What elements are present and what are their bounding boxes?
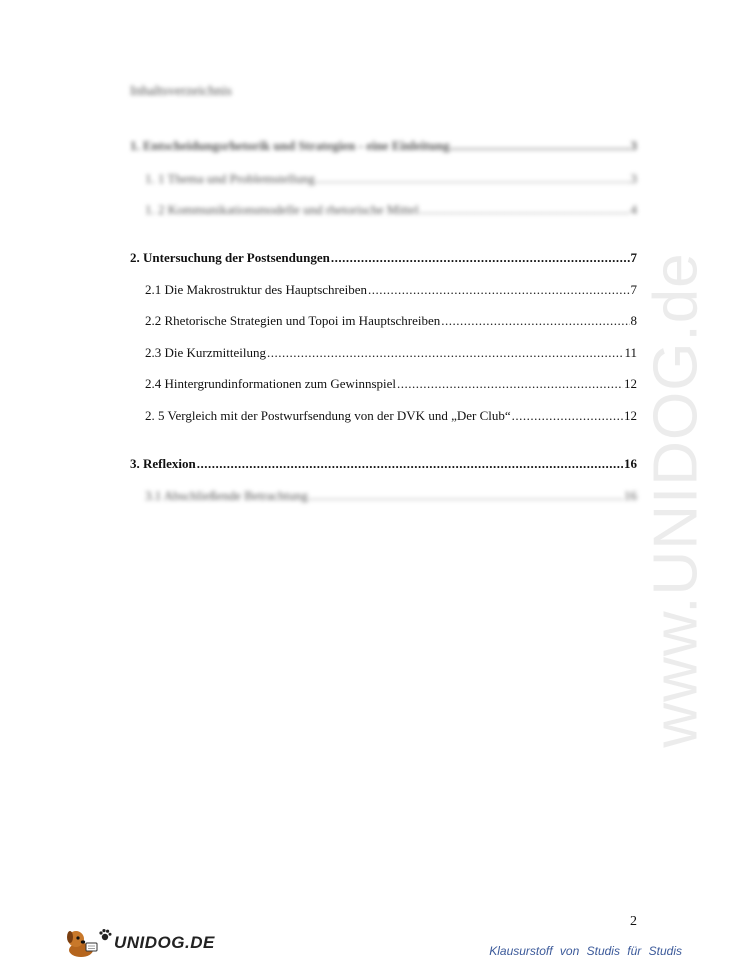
toc-entry-page: 4 [630,202,637,217]
toc-entry-page: 7 [630,250,637,265]
toc-entry [130,250,637,266]
toc-entry-title: 1. Entscheidungsrhetorik und Strategien - eine Einleitung [130,138,450,153]
toc-leader [368,282,629,298]
toc-leader [267,345,624,361]
toc-entry [145,171,637,187]
logo-text: UNIDOG.DE [114,933,215,952]
toc-entry-title: 3.1 Abschließende Betrachtung [145,488,308,503]
toc-entry-page: 3 [630,138,637,153]
toc-entry-title: 3. Reflexion [130,456,196,471]
toc-leader [451,138,630,154]
toc-entry [145,488,637,504]
toc-entry [145,202,637,218]
dog-mascot-icon [66,928,100,958]
toc-leader [441,313,629,329]
toc-entry-page: 12 [624,408,637,423]
toc-entry-page: 8 [630,313,637,328]
toc-entry-page: 11 [624,345,637,360]
watermark: www.UNIDOG.de [641,252,711,748]
toc-entry-title: 2.3 Die Kurzmitteilung [145,345,266,360]
toc-entry [145,376,637,392]
toc-leader [331,250,630,266]
toc-entry-title: 1. 1 Thema und Problemstellung [145,171,315,186]
toc-entry [145,313,637,329]
toc-entry [145,282,637,298]
toc-entry [145,408,637,424]
toc-entry-page: 7 [630,282,637,297]
toc-heading: Inhaltsverzeichnis [130,84,232,99]
toc-leader [397,376,623,392]
toc-entry-title: 2. Untersuchung der Postsendungen [130,250,330,265]
toc-leader [512,408,623,424]
toc-entry-title: 2.4 Hintergrundinformationen zum Gewinnspiel [145,376,397,391]
toc-entry [145,345,637,361]
toc-entry [130,456,637,472]
toc-entry-title: 2.1 Die Makrostruktur des Hauptschreiben [145,282,368,297]
toc-leader [316,171,630,187]
toc-entry-page: 16 [624,488,637,503]
toc-entry-page: 3 [630,171,637,186]
toc-entry-page: 12 [624,376,637,391]
toc-leader [309,488,623,504]
unidog-logo [66,928,215,958]
toc-entry [130,138,637,154]
page-number: 2 [630,914,637,929]
toc-entry-title: 2.2 Rhetorische Strategien und Topoi im Hauptschreiben [145,313,441,328]
toc-leader [197,456,623,472]
toc-entry-page: 16 [624,456,637,471]
toc-leader [420,202,630,218]
toc-entry-title: 2. 5 Vergleich mit der Postwurfsendung von der DVK und „Der Club“ [145,408,511,423]
footer-tagline: Klausurstoff von Studis für Studis [489,944,682,958]
toc-entry-title: 1. 2 Kommunikationsmodelle und rhetorische Mittel [145,202,419,217]
paw-icon [98,928,112,942]
